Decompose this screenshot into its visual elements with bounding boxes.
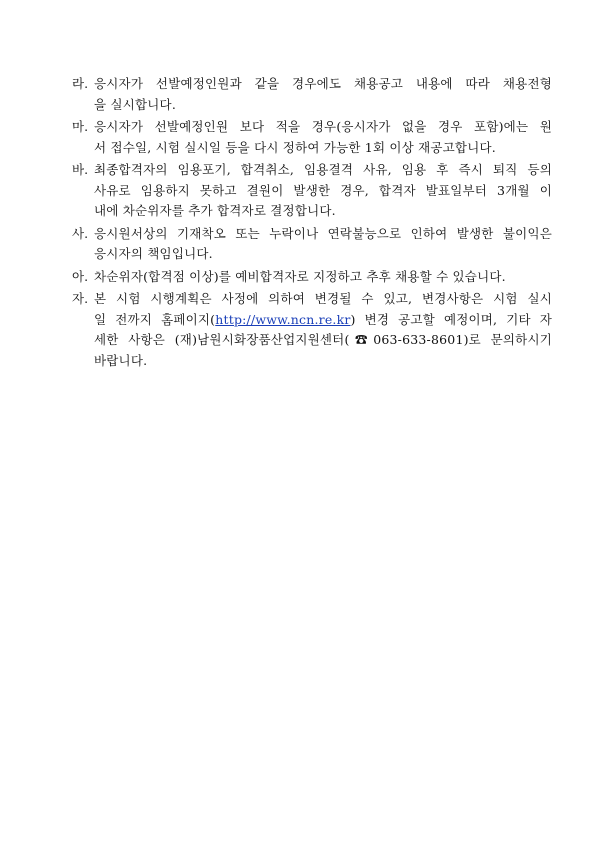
- item-marker: 아.: [72, 268, 89, 284]
- text-line: 응시자가 선발예정인원과 같을 경우에도 채용공고 내용에 따라 채용전형: [94, 76, 552, 91]
- text-line: 을 실시합니다.: [94, 96, 176, 112]
- list-item: [72, 160, 552, 222]
- list-item: [72, 224, 552, 265]
- item-text: [94, 289, 552, 371]
- item-marker: 바.: [72, 162, 89, 177]
- text-line: 본 시험 시행계획은 사정에 의하여 변경될 수 있고, 변경사항은 시험 실시: [94, 291, 552, 306]
- list-item: [72, 267, 552, 288]
- item-marker: 라.: [72, 76, 89, 91]
- item-text: [94, 267, 552, 288]
- text-line: 바랍니다.: [94, 352, 148, 368]
- text-segment: ) 변경 공고할 예정이며, 기타 자: [350, 311, 553, 327]
- text-line: 세한 사항은 (재)남원시화장품산업지원센터(☎063-633-8601)로 문의하시기: [94, 332, 552, 347]
- item-marker: 자.: [72, 291, 89, 306]
- notice-list: [72, 74, 552, 373]
- text-segment: 일 전까지 홈페이지(: [94, 311, 216, 327]
- list-item: [72, 289, 552, 371]
- text-line: 응시자의 책임입니다.: [94, 246, 213, 261]
- text-line: 응시원서상의 기재착오 또는 누락이나 연락불능으로 인하여 발생한 불이익은: [94, 225, 552, 241]
- list-item: [72, 74, 552, 115]
- item-text: [94, 160, 552, 222]
- item-text: [94, 74, 552, 115]
- homepage-link[interactable]: http://www.ncn.re.kr: [215, 311, 351, 327]
- item-text: [94, 117, 552, 158]
- list-item: [72, 117, 552, 158]
- text-line: 서 접수일, 시험 실시일 등을 다시 정하여 가능한 1회 이상 재공고합니다.: [94, 139, 496, 155]
- text-line: 차순위자(합격점 이상)를 예비합격자로 지정하고 추후 채용할 수 있습니다.: [94, 268, 506, 284]
- text-line: 사유로 임용하지 못하고 결원이 발생한 경우, 합격자 발표일부터 3개월 이: [94, 182, 552, 198]
- text-line: 내에 차순위자를 추가 합격자로 결정합니다.: [94, 203, 336, 218]
- item-text: [94, 224, 552, 265]
- text-line: [94, 310, 552, 331]
- text-line: 최종합격자의 임용포기, 합격취소, 임용결격 사유, 임용 후 즉시 퇴직 등의: [94, 162, 552, 177]
- text-line: 응시자가 선발예정인원 보다 적을 경우(응시자가 없을 경우 포함)에는 원: [94, 119, 552, 134]
- item-marker: 사.: [72, 225, 89, 241]
- item-marker: 마.: [72, 119, 89, 134]
